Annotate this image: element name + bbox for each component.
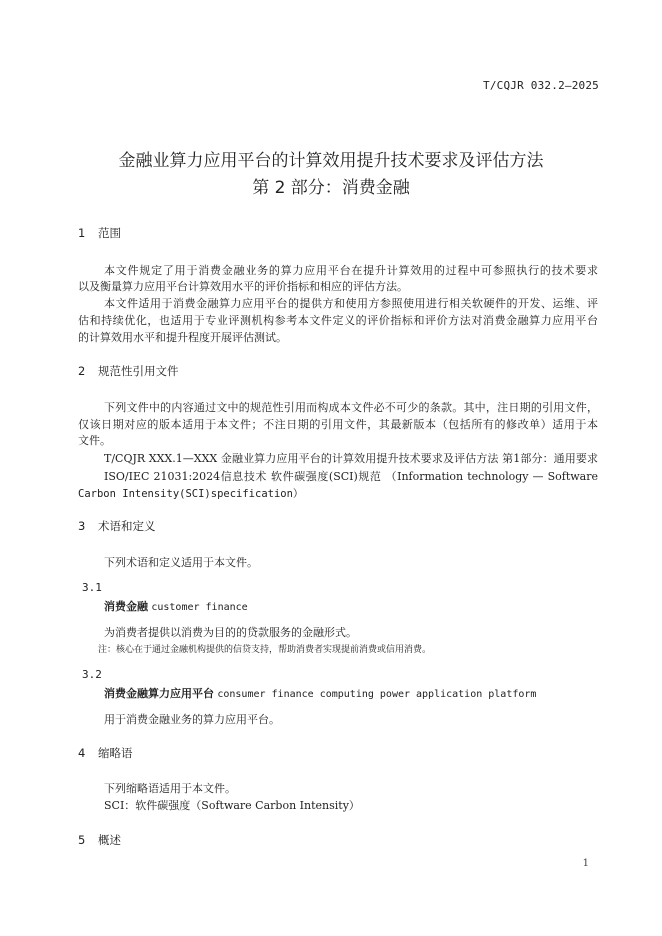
- section-1-number: 1: [78, 226, 86, 240]
- section-1-paragraph-2-line-3: 的计算效用水平和提升程度开展评估测试。: [78, 331, 287, 344]
- section-5-title: 概述: [98, 833, 121, 847]
- section-1-paragraph-2-line-1: 本文件适用于消费金融算力应用平台的提供方和使用方参照使用进行相关软硬件的开发、运维、评: [104, 297, 598, 310]
- section-3-title: 术语和定义: [98, 519, 156, 533]
- section-2-number: 2: [78, 364, 86, 378]
- section-3-intro: 下列术语和定义适用于本文件。: [104, 556, 258, 569]
- section-3-heading: [78, 518, 156, 534]
- term-3-2: [104, 685, 536, 701]
- section-1-paragraph-1-line-2: 以及衡量算力应用平台计算效用水平的评价指标和相应的评估方法。: [78, 280, 408, 293]
- term-3-1: [104, 598, 248, 614]
- term-3-1-note: 注：核心在于通过金融机构提供的信贷支持，帮助消费者实现提前消费或信用消费。: [98, 645, 432, 655]
- document-title: 金融业算力应用平台的计算效用提升技术要求及评估方法: [118, 151, 544, 171]
- term-3-2-chinese: 消费金融算力应用平台: [104, 687, 214, 700]
- reference-2-line-2: Carbon Intensity(SCI)specification）: [78, 488, 304, 500]
- term-3-2-number: 3.2: [82, 668, 102, 681]
- section-3-number: 3: [78, 519, 86, 533]
- section-5-heading: [78, 832, 121, 848]
- document-subtitle: 第 2 部分：消费金融: [252, 178, 410, 198]
- reference-1: T/CQJR XXX.1—XXX 金融业算力应用平台的计算效用提升技术要求及评估方法 第1部分：通用要求: [104, 452, 598, 465]
- section-1-heading: [78, 225, 121, 241]
- reference-2-line-1: ISO/IEC 21031:2024信息技术 软件碳强度(SCI)规范 （Information technology — Software: [104, 470, 598, 483]
- term-3-1-english: customer finance: [151, 602, 248, 613]
- section-2-paragraph-line-1: 下列文件中的内容通过文中的规范性引用而构成本文件必不可少的条款。其中，注日期的引用文件，: [104, 401, 598, 414]
- section-1-paragraph-1-line-1: 本文件规定了用于消费金融业务的算力应用平台在提升计算效用的过程中可参照执行的技术要求: [104, 264, 598, 277]
- term-3-2-definition: 用于消费金融业务的算力应用平台。: [104, 713, 280, 726]
- section-2-heading: [78, 363, 179, 379]
- term-3-2-english: consumer finance computing power application platform: [217, 689, 537, 700]
- term-3-1-definition: 为消费者提供以消费为目的的贷款服务的金融形式。: [104, 626, 357, 639]
- section-2-paragraph-line-3: 文件。: [78, 434, 111, 447]
- page-number: 1: [582, 858, 589, 869]
- section-1-title: 范围: [98, 226, 121, 240]
- abbreviation-sci: SCI：软件碳强度（Software Carbon Intensity）: [104, 799, 360, 812]
- section-2-paragraph-line-2: 仅该日期对应的版本适用于本文件；不注日期的引用文件，其最新版本（包括所有的修改单）适用于本: [78, 418, 598, 431]
- section-2-title: 规范性引用文件: [98, 364, 179, 378]
- section-4-title: 缩略语: [98, 746, 133, 760]
- term-3-1-chinese: 消费金融: [104, 600, 148, 613]
- term-3-1-number: 3.1: [82, 581, 102, 594]
- section-5-number: 5: [78, 833, 86, 847]
- section-4-heading: [78, 745, 133, 761]
- section-1-paragraph-2-line-2: 估和持续优化，也适用于专业评测机构参考本文件定义的评价指标和评价方法对消费金融算力应用平台: [78, 314, 598, 327]
- section-4-intro: 下列缩略语适用于本文件。: [104, 782, 236, 795]
- section-4-number: 4: [78, 746, 86, 760]
- document-number: T/CQJR 032.2—2025: [483, 79, 599, 92]
